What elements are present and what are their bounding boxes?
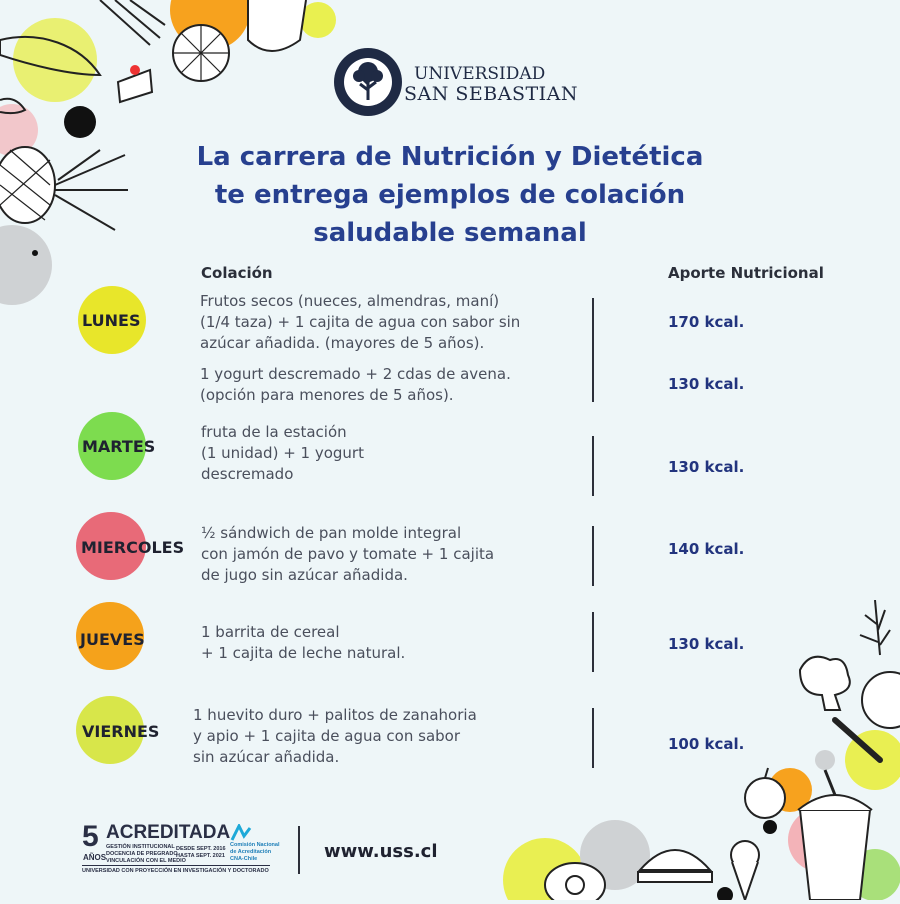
miercoles-item-1-desc: ½ sándwich de pan molde integral con jamón de pavo y tomate + 1 cajita de jugo sin azúcar añadida. (201, 524, 495, 584)
martes-item-1-kcal: 130 kcal. (668, 458, 745, 476)
viernes-item-1-desc: 1 huevito duro + palitos de zanahoria y apio + 1 cajita de agua con sabor sin azúcar añadida. (193, 706, 477, 766)
viernes-item-1-kcal: 100 kcal. (668, 735, 745, 753)
university-seal-icon (332, 46, 404, 118)
jueves-item-1-kcal: 130 kcal. (668, 635, 745, 653)
lunes-item-1-kcal: 170 kcal. (668, 313, 745, 331)
day-label-miercoles: MIERCOLES (81, 538, 185, 557)
divider-martes (592, 436, 594, 496)
acc-tagline: UNIVERSIDAD CON PROYECCIÓN EN INVESTIGACIÓN Y DOCTORADO (82, 868, 269, 874)
acc-years: AÑOS (83, 853, 107, 862)
day-label-jueves: JUEVES (80, 630, 145, 649)
day-label-lunes: LUNES (82, 311, 141, 330)
acc-divider (82, 865, 270, 866)
cna-text: Comisión Nacional de Acreditación CNA-Chile (230, 842, 280, 862)
jueves-item-1-desc: 1 barrita de cereal + 1 cajita de leche natural. (201, 623, 406, 662)
page-title (150, 138, 750, 252)
acc-areas: GESTIÓN INSTITUCIONAL DOCENCIA DE PREGRADO VINCULACIÓN CON EL MEDIO (106, 844, 186, 864)
lunes-item-2-desc: 1 yogurt descremado + 2 cdas de avena. (opción para menores de 5 años). (200, 365, 511, 404)
day-label-viernes: VIERNES (82, 722, 160, 741)
accreditation-badge (82, 820, 282, 880)
miercoles-item-1-kcal: 140 kcal. (668, 540, 745, 558)
title-line-1: La carrera de Nutrición y Dietética (196, 142, 704, 172)
divider-viernes (592, 708, 594, 768)
divider-lunes (592, 298, 594, 402)
brand-name-line1: UNIVERSIDAD (414, 64, 546, 84)
website-link[interactable]: www.uss.cl (324, 841, 438, 862)
martes-item-1-desc: fruta de la estación (1 unidad) + 1 yogurt descremado (201, 423, 364, 483)
divider-jueves (592, 612, 594, 672)
acc-word: ACREDITADA (106, 822, 231, 843)
day-label-martes: MARTES (82, 437, 156, 456)
divider-miercoles (592, 526, 594, 586)
brand-name-line2: SAN SEBASTIAN (404, 83, 579, 105)
university-logo[interactable] (332, 46, 579, 118)
acc-dates: DESDE SEPT. 2016 HASTA SEPT. 2021 (176, 846, 226, 859)
cna-logo-icon (230, 824, 252, 842)
title-line-3: saludable semanal (313, 218, 587, 248)
footer-divider (298, 826, 300, 874)
lunes-item-1-desc: Frutos secos (nueces, almendras, maní) (1/4 taza) + 1 cajita de agua con sabor sin azúcar añadida. (mayores de 5 años). (200, 292, 521, 352)
lunes-item-2-kcal: 130 kcal. (668, 375, 745, 393)
header-colacion: Colación (201, 264, 273, 282)
acc-number: 5 (82, 820, 99, 853)
title-line-2: te entrega ejemplos de colación (214, 180, 686, 210)
header-aporte-nutricional: Aporte Nutricional (668, 264, 824, 282)
